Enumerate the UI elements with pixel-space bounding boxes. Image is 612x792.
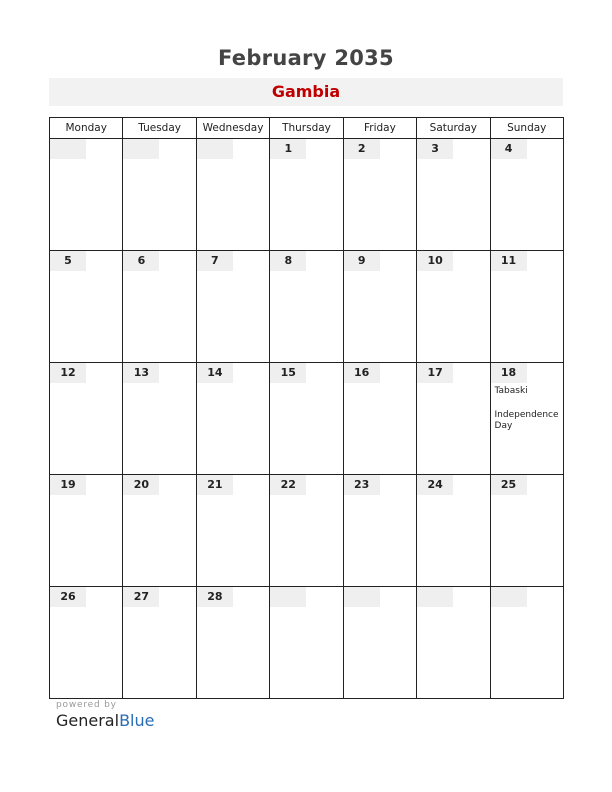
day-number: 19: [50, 475, 86, 495]
week-row: [50, 475, 564, 587]
day-number: 7: [197, 251, 233, 271]
day-cell[interactable]: [490, 139, 563, 251]
day-cell[interactable]: [123, 363, 196, 475]
day-cell[interactable]: [50, 363, 123, 475]
day-number: [344, 587, 380, 607]
day-cell[interactable]: [270, 363, 343, 475]
day-number: 23: [344, 475, 380, 495]
day-cell[interactable]: [417, 139, 490, 251]
day-number: 26: [50, 587, 86, 607]
day-cell[interactable]: [196, 251, 269, 363]
day-number: 24: [417, 475, 453, 495]
day-number: 9: [344, 251, 380, 271]
empty-day-cell: [490, 587, 563, 699]
country-name: Gambia: [271, 82, 341, 101]
day-cell[interactable]: [343, 251, 416, 363]
day-number: 17: [417, 363, 453, 383]
day-number: [197, 139, 233, 159]
weekday-header: Wednesday: [196, 118, 269, 139]
day-number: 11: [491, 251, 527, 271]
day-cell[interactable]: [343, 475, 416, 587]
day-number: [123, 139, 159, 159]
day-number: 6: [123, 251, 159, 271]
day-cell[interactable]: [123, 251, 196, 363]
weekday-header: Thursday: [270, 118, 343, 139]
day-cell[interactable]: [270, 475, 343, 587]
empty-day-cell: [196, 139, 269, 251]
day-number: [417, 587, 453, 607]
day-number: 22: [270, 475, 306, 495]
day-cell[interactable]: [417, 363, 490, 475]
day-number: 13: [123, 363, 159, 383]
day-cell[interactable]: [417, 251, 490, 363]
day-cell[interactable]: [196, 587, 269, 699]
day-cell[interactable]: [343, 139, 416, 251]
day-cell[interactable]: [196, 475, 269, 587]
day-number: 27: [123, 587, 159, 607]
day-number: 5: [50, 251, 86, 271]
empty-day-cell: [417, 587, 490, 699]
day-number: 15: [270, 363, 306, 383]
day-number: 12: [50, 363, 86, 383]
day-cell[interactable]: [417, 475, 490, 587]
day-number: 25: [491, 475, 527, 495]
day-number: [491, 587, 527, 607]
day-cell[interactable]: [50, 251, 123, 363]
day-number: 2: [344, 139, 380, 159]
week-row: [50, 587, 564, 699]
week-row: [50, 139, 564, 251]
weekday-header: Tuesday: [123, 118, 196, 139]
holiday-label: Independence Day: [494, 409, 559, 431]
brand-logo[interactable]: [56, 711, 154, 730]
day-number: 10: [417, 251, 453, 271]
week-row: [50, 251, 564, 363]
day-number: 14: [197, 363, 233, 383]
day-cell[interactable]: [50, 587, 123, 699]
empty-day-cell: [50, 139, 123, 251]
day-cell[interactable]: [490, 363, 563, 475]
day-number: 21: [197, 475, 233, 495]
day-number: 16: [344, 363, 380, 383]
calendar-grid: [49, 117, 564, 699]
empty-day-cell: [123, 139, 196, 251]
week-row: [50, 363, 564, 475]
day-number: 8: [270, 251, 306, 271]
day-cell[interactable]: [123, 587, 196, 699]
page-title: February 2035: [218, 46, 394, 70]
footer: [56, 700, 154, 730]
empty-day-cell: [343, 587, 416, 699]
brand-blue: Blue: [119, 711, 155, 730]
weekday-header: Sunday: [490, 118, 563, 139]
weekday-header: Saturday: [417, 118, 490, 139]
day-number: 20: [123, 475, 159, 495]
day-cell[interactable]: [343, 363, 416, 475]
empty-day-cell: [270, 587, 343, 699]
day-cell[interactable]: [50, 475, 123, 587]
powered-by-text: powered by: [56, 700, 117, 710]
weekday-header: Friday: [343, 118, 416, 139]
country-banner: [49, 78, 563, 106]
day-number: 18: [491, 363, 527, 383]
holiday-label: Tabaski: [494, 386, 528, 396]
day-number: 3: [417, 139, 453, 159]
day-cell[interactable]: [123, 475, 196, 587]
day-number: 28: [197, 587, 233, 607]
weekday-header: Monday: [50, 118, 123, 139]
weekday-header-row: [50, 118, 564, 139]
brand-general: General: [56, 711, 120, 730]
day-number: [270, 587, 306, 607]
day-number: 1: [270, 139, 306, 159]
day-cell[interactable]: [490, 251, 563, 363]
day-cell[interactable]: [270, 251, 343, 363]
day-number: [50, 139, 86, 159]
day-cell[interactable]: [270, 139, 343, 251]
day-cell[interactable]: [490, 475, 563, 587]
day-cell[interactable]: [196, 363, 269, 475]
day-number: 4: [491, 139, 527, 159]
